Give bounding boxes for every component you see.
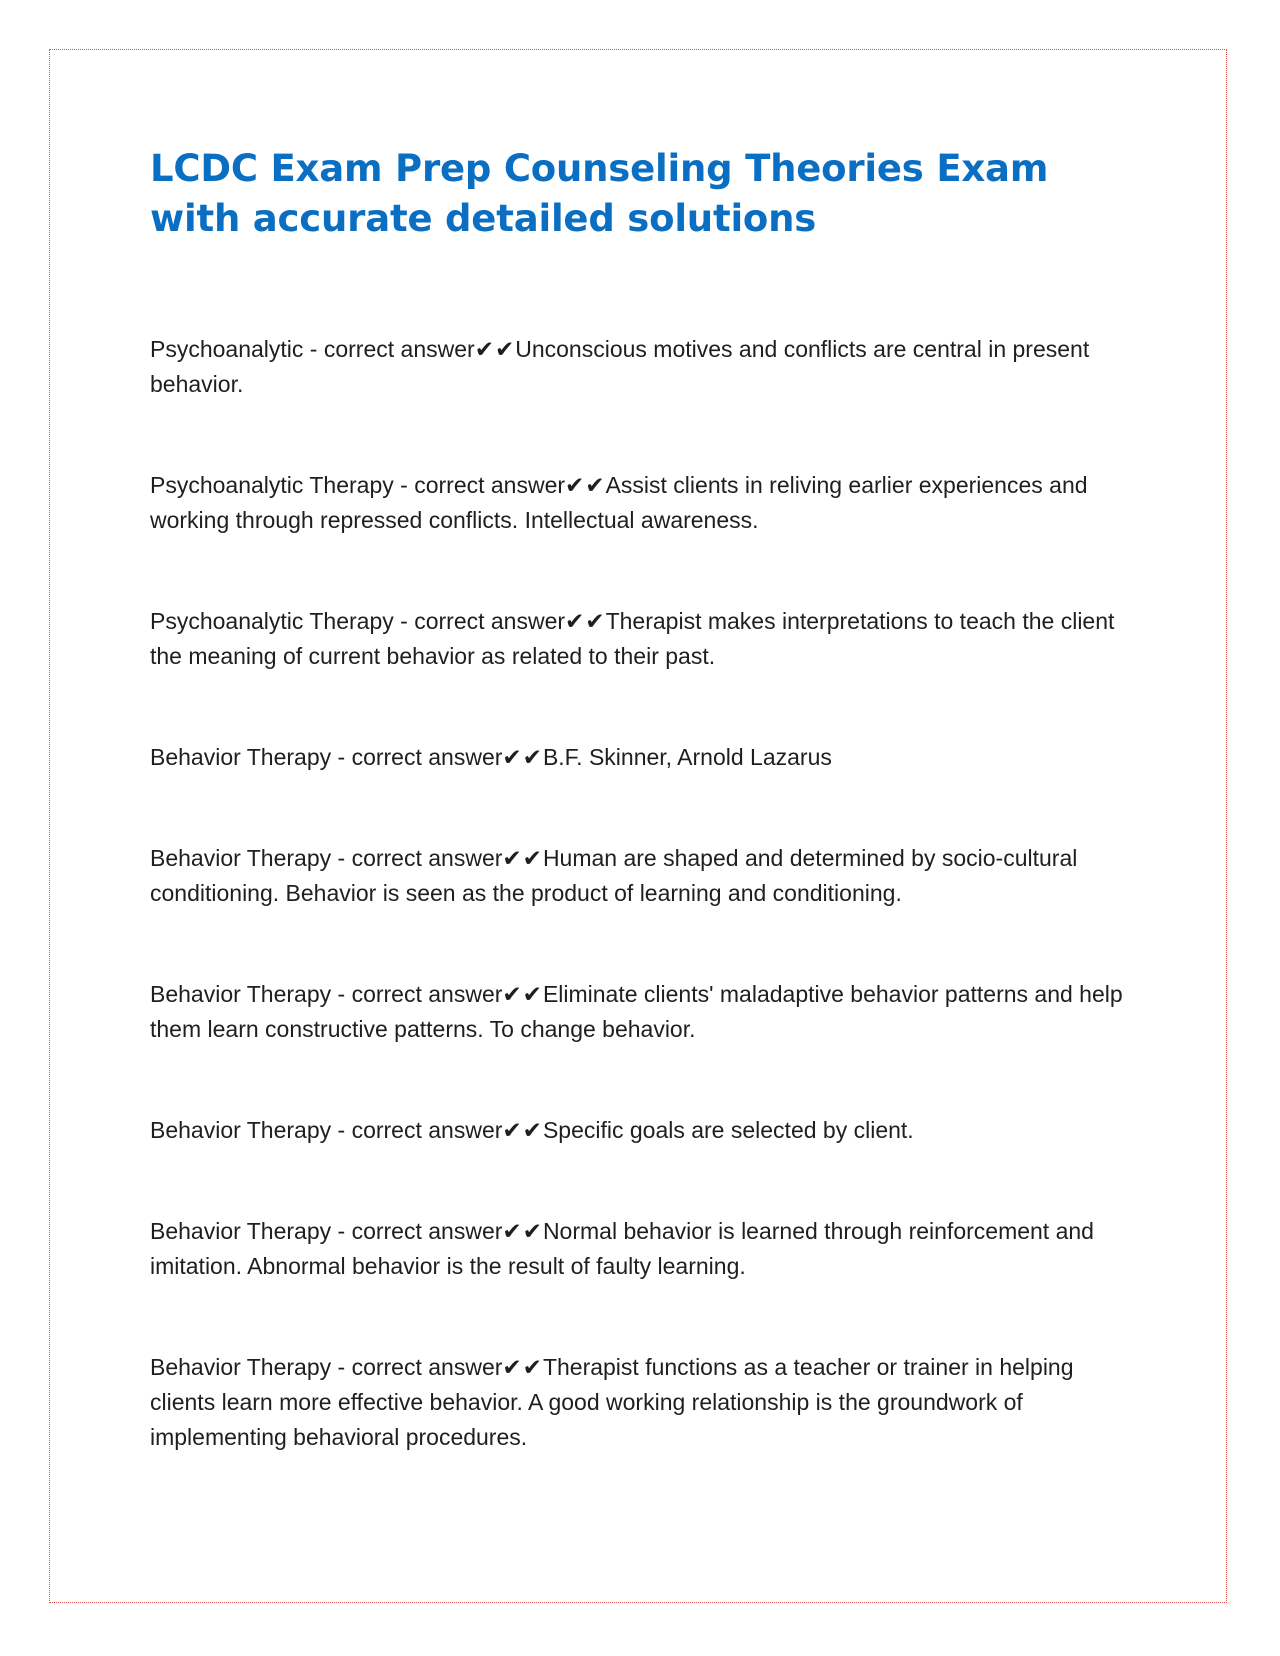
entry-separator: - correct answer [393, 472, 566, 498]
checkmark-icon: ✔✔ [502, 744, 543, 770]
qa-entry [150, 1214, 1130, 1284]
entry-term: Behavior Therapy [150, 1117, 332, 1143]
checkmark-icon: ✔✔ [565, 608, 606, 634]
entry-separator: - correct answer [331, 845, 503, 871]
checkmark-icon: ✔✔ [474, 336, 516, 362]
entry-term: Behavior Therapy [150, 1354, 332, 1380]
qa-entry [150, 1350, 1130, 1455]
entry-answer: B.F. Skinner, Arnold Lazarus [542, 744, 832, 770]
checkmark-icon: ✔✔ [502, 1117, 543, 1143]
entry-answer: Eliminate clients' maladaptive behavior patterns and help them learn constructive patterns. To change behavior. [150, 981, 1123, 1042]
qa-entry [150, 977, 1130, 1047]
qa-entry [150, 468, 1130, 538]
checkmark-icon: ✔✔ [502, 845, 543, 871]
entry-separator: - correct answer [331, 1218, 503, 1244]
entry-separator: - correct answer [303, 336, 475, 362]
entry-answer: Assist clients in reliving earlier experiences and working through repressed conflicts. Intellectual awareness. [150, 472, 1088, 533]
entry-answer: Specific goals are selected by client. [542, 1117, 914, 1143]
entry-separator: - correct answer [331, 744, 503, 770]
entry-answer: Human are shaped and determined by socio-cultural conditioning. Behavior is seen as the product of learning and conditioning. [150, 845, 1078, 906]
qa-entry [150, 740, 1130, 775]
qa-entry [150, 1113, 1130, 1148]
entry-answer: Therapist functions as a teacher or trainer in helping clients learn more effective behavior. A good working relationship is the groundwork of implementing behavioral procedures. [150, 1354, 1074, 1450]
checkmark-icon: ✔✔ [502, 981, 543, 1007]
qa-entry [150, 332, 1130, 402]
entry-separator: - correct answer [331, 981, 503, 1007]
entry-term: Behavior Therapy [150, 1218, 332, 1244]
entry-term: Behavior Therapy [150, 981, 332, 1007]
qa-entry [150, 604, 1130, 674]
document-title: LCDC Exam Prep Counseling Theories Exam with accurate detailed solutions [150, 147, 1049, 240]
entry-term: Psychoanalytic [150, 336, 304, 362]
entry-term: Psychoanalytic Therapy [150, 472, 394, 498]
entry-separator: - correct answer [393, 608, 566, 634]
entry-separator: - correct answer [331, 1117, 503, 1143]
entry-term: Behavior Therapy [150, 845, 332, 871]
entry-answer: Unconscious motives and conflicts are central in present behavior. [150, 336, 1090, 397]
qa-entry [150, 841, 1130, 911]
qa-list [150, 332, 1130, 1521]
checkmark-icon: ✔✔ [565, 472, 606, 498]
entry-separator: - correct answer [331, 1354, 503, 1380]
entry-answer: Normal behavior is learned through reinforcement and imitation. Abnormal behavior is the result of faulty learning. [150, 1218, 1094, 1279]
checkmark-icon: ✔✔ [502, 1354, 543, 1380]
entry-term: Behavior Therapy [150, 744, 332, 770]
entry-answer: Therapist makes interpretations to teach the client the meaning of current behavior as related to their past. [150, 608, 1115, 669]
checkmark-icon: ✔✔ [502, 1218, 543, 1244]
entry-term: Psychoanalytic Therapy [150, 608, 394, 634]
